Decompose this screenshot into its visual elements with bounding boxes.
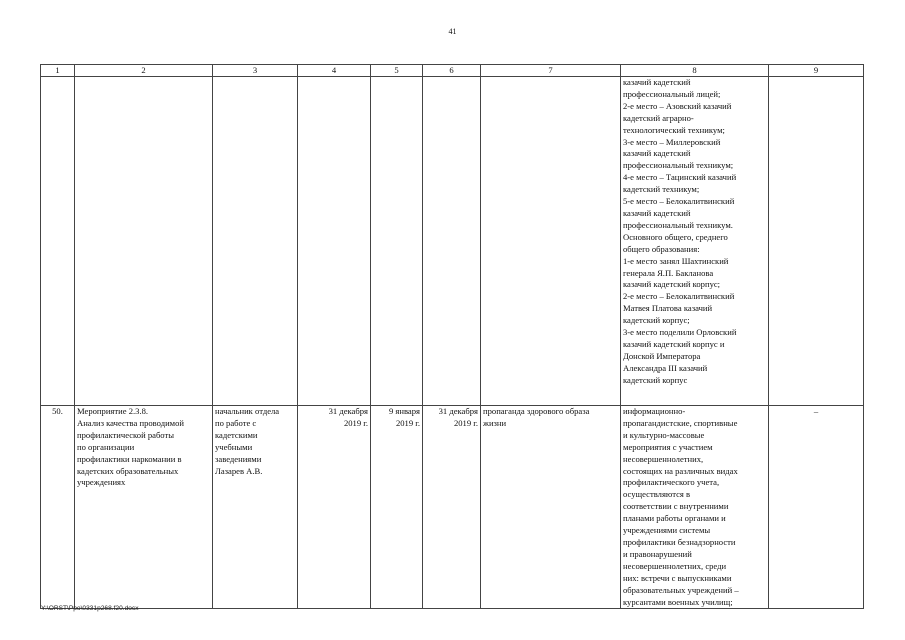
text-line: кадетский корпус xyxy=(623,374,688,385)
column-number-5: 5 xyxy=(371,65,423,77)
text-line: по организации xyxy=(77,441,135,452)
text-line: Основного общего, среднего xyxy=(623,231,728,242)
measures-table xyxy=(40,64,864,609)
continued-cell-4 xyxy=(298,77,371,406)
text-line: 2019 г. xyxy=(395,417,420,428)
column-number-1: 1 xyxy=(41,65,75,77)
measure-title-cell xyxy=(75,406,213,609)
achieved-result-cell xyxy=(621,406,769,609)
text-line: 3-е место – Миллеровский xyxy=(623,136,721,147)
column-number-3: 3 xyxy=(213,65,298,77)
text-line: казачий кадетский xyxy=(623,77,691,87)
text-line: Александра III казачий xyxy=(623,362,708,373)
text-line: казачий кадетский xyxy=(623,148,691,159)
text-line: 5-е место – Белокалитвинский xyxy=(623,196,735,207)
text-line: учреждениями системы xyxy=(623,525,711,536)
text-line: по работе с xyxy=(215,417,257,428)
planned-end-date-cell xyxy=(298,406,371,609)
text-line: жизни xyxy=(483,417,507,428)
text-line: 2-е место – Белокалитвинский xyxy=(623,291,735,302)
text-line: и правонарушений xyxy=(623,548,692,559)
text-line: технологический техникум; xyxy=(623,124,725,135)
text-line: профилактики безнадзорности xyxy=(623,536,736,547)
column-number-7: 7 xyxy=(481,65,621,77)
text-line: профилактики наркомании в xyxy=(77,453,182,464)
expected-result-cell xyxy=(481,406,621,609)
text-line: несовершеннолетних, xyxy=(623,453,704,464)
text-line: учебными xyxy=(215,441,253,452)
text-line: казачий кадетский корпус и xyxy=(623,338,725,349)
text-line: заведениями xyxy=(215,453,262,464)
actual-start-date-cell xyxy=(371,406,423,609)
text-line: профилактической работы xyxy=(77,429,175,440)
continued-cell-2 xyxy=(75,77,213,406)
text-line: учреждениях xyxy=(77,477,126,488)
text-line: 3-е место поделили Орловский xyxy=(623,327,737,338)
continued-result-cell xyxy=(621,77,769,406)
continued-cell-7 xyxy=(481,77,621,406)
column-number-6: 6 xyxy=(423,65,481,77)
text-line: 9 января xyxy=(388,406,420,416)
text-line: и культурно-массовые xyxy=(623,429,705,440)
text-line: образовательных учреждений – xyxy=(623,584,739,595)
text-line: профессиональный лицей; xyxy=(623,88,721,99)
text-line: курсантами военных училищ; xyxy=(623,596,733,607)
text-line: кадетскими xyxy=(215,429,258,440)
text-line: Донской Императора xyxy=(623,350,701,361)
text-line: казачий кадетский корпус; xyxy=(623,279,721,290)
text-line: 2019 г. xyxy=(453,417,478,428)
continued-cell-1 xyxy=(41,77,75,406)
column-number-2: 2 xyxy=(75,65,213,77)
continued-cell-3 xyxy=(213,77,298,406)
table-row-50 xyxy=(41,406,864,609)
text-line: информационно- xyxy=(623,406,686,416)
text-line: начальник отдела xyxy=(215,406,280,416)
text-line: состоящих на различных видах xyxy=(623,465,738,476)
continued-row xyxy=(41,77,864,406)
text-line: профессиональный техникум; xyxy=(623,160,734,171)
text-line: Матвея Платова казачий xyxy=(623,303,713,314)
text-line: них: встречи с выпускниками xyxy=(623,572,732,583)
text-line: соответствии с внутренними xyxy=(623,501,729,512)
text-line: генерала Я.П. Бакланова xyxy=(623,267,714,278)
text-line: кадетских образовательных xyxy=(77,465,179,476)
text-line: общего образования: xyxy=(623,243,700,254)
row-number: 50. xyxy=(41,406,75,609)
notes-cell: – xyxy=(769,406,864,609)
text-line: кадетский корпус; xyxy=(623,315,690,326)
text-line: планами работы органами и xyxy=(623,513,726,524)
file-path-footer: Y:\ORST\Ppo\0331p268.f20.docx xyxy=(41,605,139,612)
text-line: профессиональный техникум. xyxy=(623,219,733,230)
text-line: кадетский техникум; xyxy=(623,184,700,195)
text-line: пропаганда здорового образа xyxy=(483,406,590,416)
text-line: 2019 г. xyxy=(343,417,368,428)
text-line: Лазарев А.В. xyxy=(215,465,263,476)
text-line: профилактического учета, xyxy=(623,477,720,488)
text-line: 1-е место занял Шахтинский xyxy=(623,255,729,266)
column-number-header-row xyxy=(41,65,864,77)
text-line: 2-е место – Азовский казачий xyxy=(623,100,732,111)
continued-cell-9 xyxy=(769,77,864,406)
continued-cell-6 xyxy=(423,77,481,406)
column-number-4: 4 xyxy=(298,65,371,77)
text-line: осуществляются в xyxy=(623,489,691,500)
responsible-person-cell xyxy=(213,406,298,609)
text-line: несовершеннолетних, среди xyxy=(623,560,727,571)
text-line: 31 декабря xyxy=(328,406,368,416)
actual-end-date-cell xyxy=(423,406,481,609)
text-line: кадетский аграрно- xyxy=(623,112,694,123)
continued-cell-5 xyxy=(371,77,423,406)
text-line: 4-е место – Тацинский казачий xyxy=(623,172,737,183)
page-number: 41 xyxy=(448,27,457,36)
column-number-9: 9 xyxy=(769,65,864,77)
column-number-8: 8 xyxy=(621,65,769,77)
text-line: мероприятия с участием xyxy=(623,441,713,452)
text-line: Мероприятие 2.3.8. xyxy=(77,406,149,416)
text-line: 31 декабря xyxy=(438,406,478,416)
text-line: Анализ качества проводимой xyxy=(77,417,185,428)
text-line: пропагандистские, спортивные xyxy=(623,417,738,428)
text-line: казачий кадетский xyxy=(623,207,691,218)
